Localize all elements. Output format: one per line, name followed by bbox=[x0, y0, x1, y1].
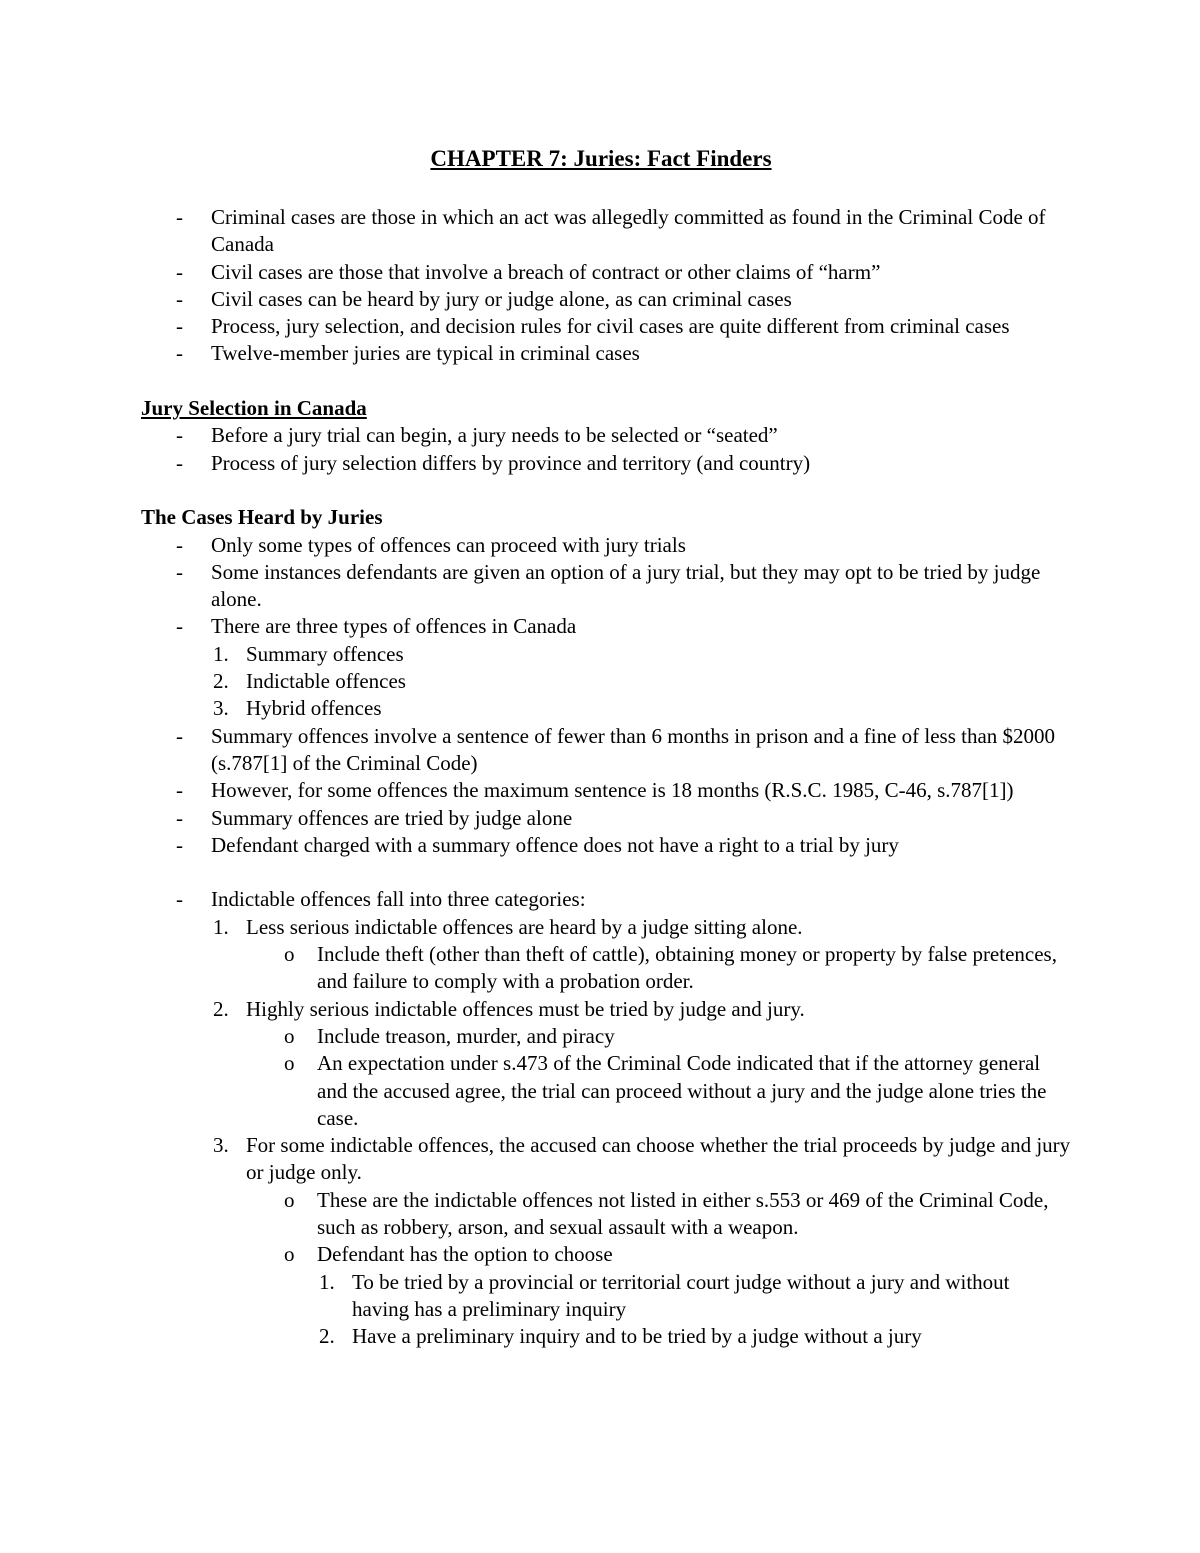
list-item: - However, for some offences the maximum sentence is 18 months (R.S.C. 1985, C-46, s.787[1]) bbox=[141, 777, 1071, 804]
number-marker: 2. bbox=[213, 669, 229, 694]
circle-bullet: o bbox=[284, 942, 295, 967]
number-marker: 1. bbox=[213, 641, 229, 666]
circle-bullet: o bbox=[284, 1051, 295, 1076]
list-item: - Civil cases can be heard by jury or judge alone, as can criminal cases bbox=[141, 286, 1071, 313]
number-marker: 1. bbox=[213, 914, 229, 939]
numbered-item: 1. Summary offences bbox=[141, 641, 1071, 668]
dash-bullet: - bbox=[176, 805, 183, 830]
list-item: - Twelve-member juries are typical in criminal cases bbox=[141, 340, 1071, 367]
dash-bullet: - bbox=[176, 832, 183, 857]
dash-bullet: - bbox=[176, 341, 183, 366]
dash-bullet: - bbox=[176, 286, 183, 311]
dash-bullet: - bbox=[176, 314, 183, 339]
list-item: - Summary offences are tried by judge alone bbox=[141, 805, 1071, 832]
numbered-item: 3. Hybrid offences bbox=[141, 695, 1071, 722]
numbered-item: 1. Less serious indictable offences are heard by a judge sitting alone. bbox=[141, 914, 1071, 941]
numbered-item: 2. Indictable offences bbox=[141, 668, 1071, 695]
dash-bullet: - bbox=[176, 887, 183, 912]
option-item: 1. To be tried by a provincial or territorial court judge without a jury and without having has a preliminary inquiry bbox=[319, 1269, 1010, 1321]
list-item: - Defendant charged with a summary offence does not have a right to a trial by jury bbox=[141, 832, 1071, 859]
sub-item: o Include theft (other than theft of cattle), obtaining money or property by false pretences, and failure to comply with a probation order. bbox=[284, 942, 1057, 994]
page-title: CHAPTER 7: Juries: Fact Finders bbox=[430, 146, 772, 171]
numbered-item: 2. Highly serious indictable offences must be tried by judge and jury. bbox=[141, 996, 1071, 1023]
list-item: - Civil cases are those that involve a breach of contract or other claims of “harm” bbox=[141, 259, 1071, 286]
dash-bullet: - bbox=[176, 778, 183, 803]
section-heading-jury-selection: Jury Selection in Canada bbox=[141, 396, 367, 421]
sub-item: o These are the indictable offences not listed in either s.553 or 469 of the Criminal Code, such as robbery, arson, and sexual assault with a weapon. bbox=[284, 1187, 1049, 1239]
list-item: - Process, jury selection, and decision rules for civil cases are quite different from criminal cases bbox=[141, 313, 1071, 340]
dash-bullet: - bbox=[176, 614, 183, 639]
option-item: 2. Have a preliminary inquiry and to be tried by a judge without a jury bbox=[141, 1323, 1071, 1350]
dash-bullet: - bbox=[176, 723, 183, 748]
sub-item: o Defendant has the option to choose bbox=[141, 1241, 1071, 1268]
list-item: - Some instances defendants are given an option of a jury trial, but they may opt to be tried by judge alone. bbox=[176, 559, 1041, 612]
list-item: - There are three types of offences in Canada bbox=[141, 613, 1071, 640]
dash-bullet: - bbox=[176, 559, 183, 584]
dash-bullet: - bbox=[176, 423, 183, 448]
numbered-item: 3. For some indictable offences, the accused can choose whether the trial proceeds by judge and jury or judge only. bbox=[213, 1133, 1071, 1185]
number-marker: 3. bbox=[213, 696, 229, 721]
number-marker: 2. bbox=[213, 996, 229, 1021]
dash-bullet: - bbox=[176, 259, 183, 284]
sub-item: o An expectation under s.473 of the Criminal Code indicated that if the attorney general and the accused agree, the trial can proceed without a jury and the judge alone tries the case. bbox=[284, 1051, 1047, 1130]
number-marker: 1. bbox=[319, 1269, 335, 1294]
sub-item: o Include treason, murder, and piracy bbox=[141, 1023, 1071, 1050]
circle-bullet: o bbox=[284, 1023, 295, 1048]
circle-bullet: o bbox=[284, 1242, 295, 1267]
list-item: - Only some types of offences can proceed with jury trials bbox=[141, 532, 1071, 559]
number-marker: 3. bbox=[213, 1133, 229, 1158]
dash-bullet: - bbox=[176, 205, 183, 229]
circle-bullet: o bbox=[284, 1187, 295, 1212]
list-item: - Indictable offences fall into three categories: bbox=[141, 886, 1071, 913]
dash-bullet: - bbox=[176, 532, 183, 557]
dash-bullet: - bbox=[176, 450, 183, 475]
number-marker: 2. bbox=[319, 1324, 335, 1349]
section-heading-cases-heard: The Cases Heard by Juries bbox=[141, 505, 383, 530]
document-body bbox=[141, 204, 1071, 1350]
list-item: - Process of jury selection differs by province and territory (and country) bbox=[141, 450, 1071, 477]
list-item: - Criminal cases are those in which an act was allegedly committed as found in the Criminal Code of Canada bbox=[176, 205, 1046, 257]
list-item: - Before a jury trial can begin, a jury needs to be selected or “seated” bbox=[141, 422, 1071, 449]
list-item: - Summary offences involve a sentence of fewer than 6 months in prison and a fine of less than $2000 (s.787[1] of the Criminal Code) bbox=[176, 723, 1056, 775]
